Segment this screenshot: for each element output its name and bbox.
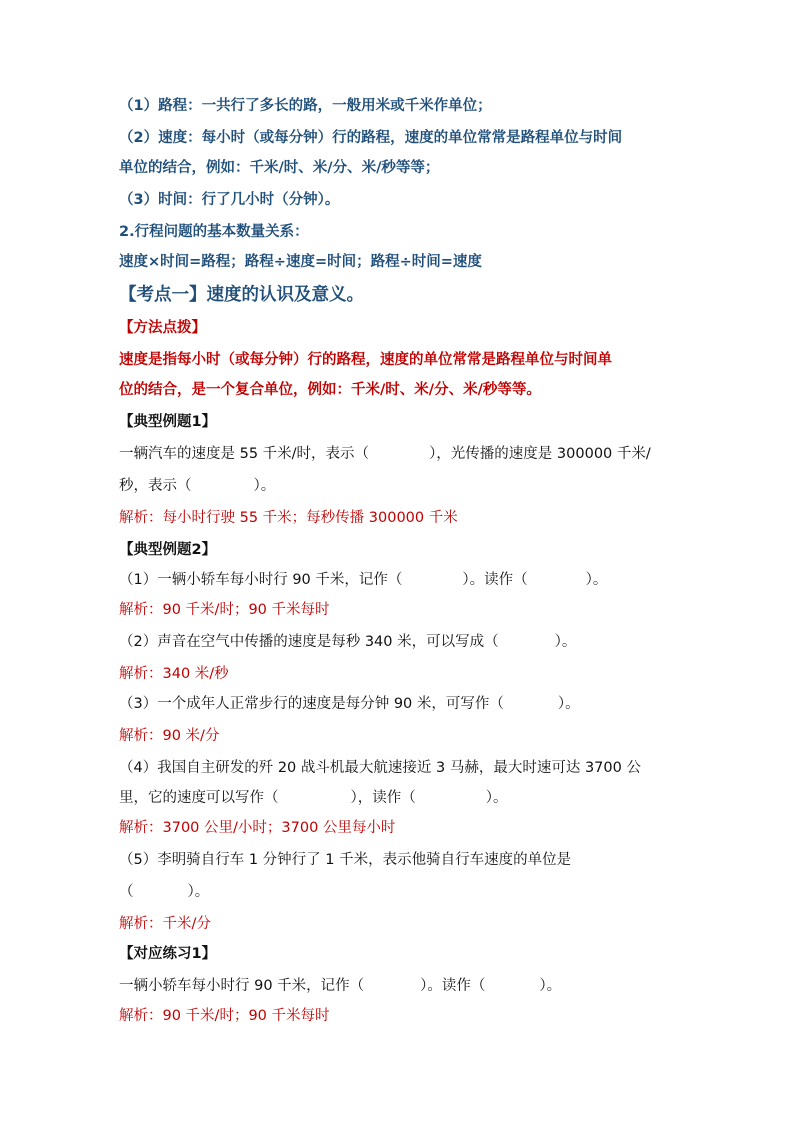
example2-q3-part-b: ）。 <box>557 696 580 712</box>
method-text-line1: 速度是指每小时（或每分钟）行的路程，速度的单位常常是路程单位与时间单 <box>119 352 612 368</box>
example2-q2 <box>119 632 576 652</box>
relation-formula: 速度×时间=路程；路程÷速度=时间；路程÷时间=速度 <box>119 254 482 270</box>
example1-question-line1 <box>119 444 651 464</box>
practice1-q-part-b: ）。读作（ <box>420 978 486 994</box>
example1-q1-part-a: 一辆汽车的速度是 55 千米/时，表示（ <box>119 446 370 462</box>
intro-item-speed-line1: （2）速度：每小时（或每分钟）行的路程，速度的单位常常是路程单位与时间 <box>119 130 623 146</box>
kaodian-title: 【考点一】速度的认识及意义。 <box>119 285 364 305</box>
intro-item-distance: （1）路程：一共行了多长的路，一般用米或千米作单位； <box>119 98 492 114</box>
practice1-q-part-c: ）。 <box>539 978 562 994</box>
example1-question-line2 <box>119 476 275 496</box>
relation-heading: 2.行程问题的基本数量关系： <box>119 224 309 240</box>
practice1-question <box>119 976 561 996</box>
example2-q2-part-a: （2）声音在空气中传播的速度是每秒 340 米，可以写成（ <box>119 634 499 650</box>
example1-q2-part-b: ）。 <box>253 478 276 494</box>
example1-label: 【典型例题1】 <box>119 414 217 430</box>
example2-q4-line1: （4）我国自主研发的歼 20 战斗机最大航速接近 3 马赫，最大时速可达 3700 公 <box>119 760 641 776</box>
intro-item-time: （3）时间：行了几小时（分钟）。 <box>119 192 340 208</box>
example2-q3-part-a: （3）一个成年人正常步行的速度是每分钟 90 米，可写作（ <box>119 696 504 712</box>
example2-a5: 解析：千米/分 <box>119 916 211 932</box>
example1-q2-part-a: 秒，表示（ <box>119 478 192 494</box>
practice1-label: 【对应练习1】 <box>119 946 217 962</box>
example2-label: 【典型例题2】 <box>119 542 217 558</box>
example2-q2-part-b: ）。 <box>554 634 577 650</box>
example2-q4-line2 <box>119 788 508 808</box>
example2-q5-line1: （5）李明骑自行车 1 分钟行了 1 千米，表示他骑自行车速度的单位是 <box>119 852 572 868</box>
example1-answer: 解析：每小时行驶 55 千米；每秒传播 300000 千米 <box>119 510 458 526</box>
example2-q1-part-a: （1）一辆小轿车每小时行 90 千米，记作（ <box>119 572 403 588</box>
method-label: 【方法点拨】 <box>119 320 206 336</box>
example2-a1: 解析：90 千米/时；90 千米每时 <box>119 602 330 618</box>
example2-q1-part-b: ）。读作（ <box>462 572 528 588</box>
example2-q4-part-b: ），读作（ <box>350 790 416 806</box>
intro-item-speed-line2: 单位的结合，例如：千米/时、米/分、米/秒等等； <box>119 160 440 176</box>
example2-q1 <box>119 570 607 590</box>
example2-q5-part-b: ）。 <box>187 884 210 900</box>
example2-q5-part-a: （ <box>119 884 134 900</box>
practice1-q-part-a: 一辆小轿车每小时行 90 千米，记作（ <box>119 978 365 994</box>
example2-q1-part-c: ）。 <box>585 572 608 588</box>
example2-a2: 解析：340 米/秒 <box>119 666 229 682</box>
example2-q4-part-a: 里，它的速度可以写作（ <box>119 790 279 806</box>
example2-q5-line2 <box>119 882 209 902</box>
example2-q3 <box>119 694 580 714</box>
example2-a3: 解析：90 米/分 <box>119 728 220 744</box>
method-text-line2: 位的结合，是一个复合单位，例如：千米/时、米/分、米/秒等等。 <box>119 382 541 398</box>
example1-q1-part-b: ），光传播的速度是 300000 千米/ <box>429 446 651 462</box>
practice1-answer: 解析：90 千米/时；90 千米每时 <box>119 1008 330 1024</box>
example2-a4: 解析：3700 公里/小时；3700 公里每小时 <box>119 820 396 836</box>
example2-q4-part-c: ）。 <box>485 790 508 806</box>
